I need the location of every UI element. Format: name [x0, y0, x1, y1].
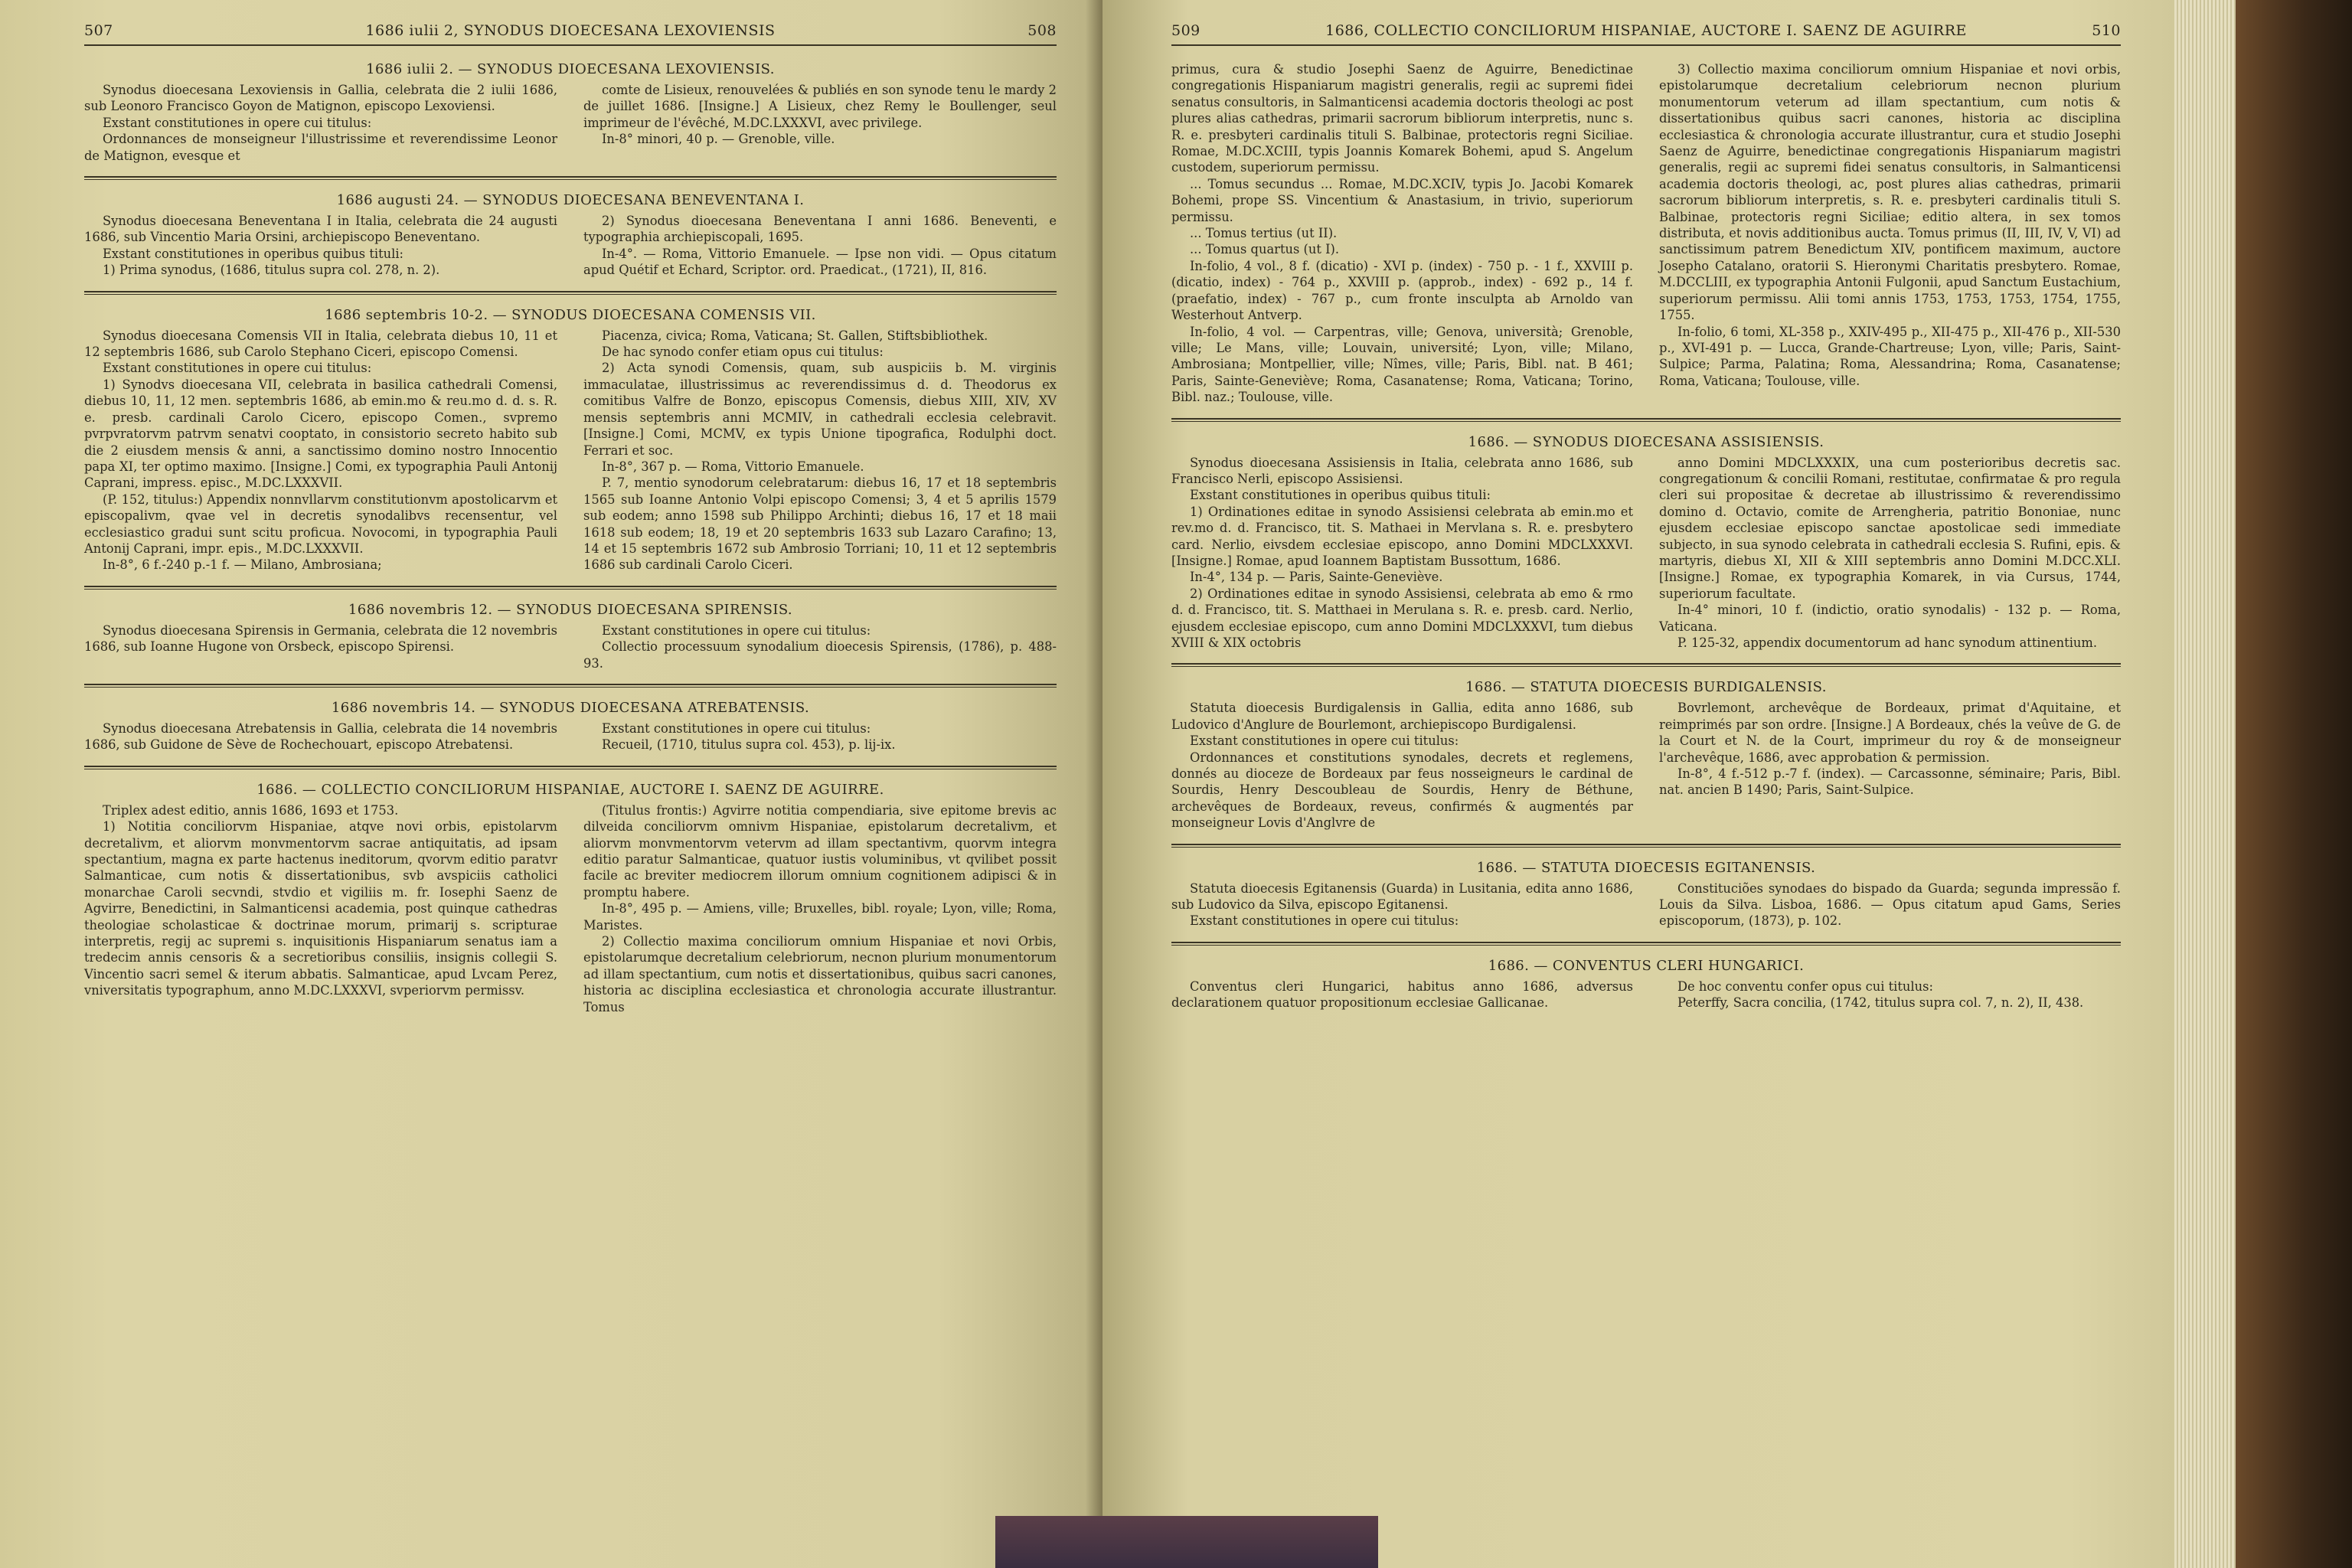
entry: [1171, 434, 2121, 652]
column-left: [84, 328, 557, 573]
paragraph: P. 7, mentio synodorum celebratarum: diebus 16, 17 et 18 septembris 1565 sub Ioanne Antonio Volpi episcopo Comensi; 3, 4 et 5 aprilis 1579 sub eodem; anno 1598 sub Philippo Archinti; diebus 16, 17 et 18 maii 1618 sub eodem; 18, 19 et 20 septembris 1633 sub Lazaro Carafino; 13, 14 et 15 septembris 1672 sub Ambrosio Torriani; 10, 11 et 12 septembris 1686 sub cardinali Carolo Ciceri.: [583, 475, 1057, 573]
paragraph: 1) Ordinationes editae in synodo Assisiensi celebrata ab emin.mo et rev.mo d. d. Francisco, tit. S. Mathaei in Mervlana s. R. e. presbytero card. Nerlio, eivsdem ecclesiae episcopo, anno Domini MDCLXXXVI. [Insigne.] Romae, apud Ioannem Baptistam Bussottum, 1686.: [1171, 504, 1633, 568]
paragraph: Exstant constitutiones in operibus quibus tituli:: [103, 246, 404, 261]
column-right: [1659, 455, 2121, 652]
entry: [84, 307, 1057, 573]
entry-columns: [84, 82, 1057, 164]
paragraph: 3) Collectio maxima conciliorum omnium Hispaniae et novi orbis, epistolarumque decretalium celebriorum necnon plurium monumentorum veterum ad illam spectantium, cum notis & dissertationibus quibus sacri canones, historia ac disciplina ecclesiastica & chronologia accurate illustrantur, cura et studio Josephi Saenz de Aguirre, benedictinae congregationis Hispaniarum magistri generalis, regii ac supremi fidei senatus consultoris, in Salmanticensi academia doctoris theologi, ac, post plures alias cathedras, primarii sacrorum bibliorum interpretis, s. R. e. presbyteri cardinalis tituli S. Balbinae, protectoris regni Siciliae; editio altera, in sex tomos distributa, et novis additionibus aucta. Tomus primus (II, III, IV, V, VI) ad sanctissimum patrem Benedictum XIV, pontificem maximum, auctore Josepho Catalano, oratorii S. Hieronymi Charitatis presbytero. Romae, M.DCCLIII, ex typographia Antonii Fulgonii, apud Sanctum Eustachium, superiorum permissu. Alii tomi annis 1753, 1753, 1753, 1754, 1755, 1755.: [1659, 62, 2121, 323]
column-left: [84, 213, 557, 279]
entry-heading: 1686 septembris 10-2. — SYNODUS DIOECESANA COMENSIS VII.: [325, 306, 816, 323]
right-entries: [1171, 434, 2121, 1011]
entry: [1171, 958, 2121, 1011]
column-left: [84, 720, 557, 753]
paragraph: Ordonnances et constitutions synodales, decrets et reglemens, donnés au dioceze de Bordeaux par feus nosseigneurs le cardinal de Sourdis, Henry Descoubleau de Sourdis, Henry de Béthune, archevêques de Bordeaux, reveus, confirmés & augmentés par monseigneur Lovis d'Anglvre de: [1171, 750, 1633, 831]
column-left: [84, 802, 557, 1015]
page-edges: [2174, 0, 2236, 1568]
entry-columns: [84, 802, 1057, 1015]
paragraph: 2) Synodus dioecesana Beneventana I anni 1686. Beneventi, e typographia archiepiscopali, 1695.: [583, 214, 1057, 245]
paragraph: Exstant constitutiones in opere cui titulus:: [1190, 913, 1459, 929]
entry-columns: [1171, 61, 2121, 406]
paragraph: Synodus dioecesana Spirensis in Germania, celebrata die 12 novembris 1686, sub Ioanne Hugone von Orsbeck, episcopo Spirensi.: [84, 622, 557, 655]
entry-columns: [1171, 455, 2121, 652]
section-rule: [1171, 844, 2121, 848]
entry-heading: 1686. — STATUTA DIOECESIS BURDIGALENSIS.: [1465, 679, 1827, 696]
entry-heading: 1686. — STATUTA DIOECESIS EGITANENSIS.: [1476, 859, 1816, 876]
entry-columns: [84, 720, 1057, 753]
column-left: [1171, 880, 1633, 929]
running-title: 1686 iulii 2, SYNODUS DIOECESANA LEXOVIENSIS: [365, 22, 776, 39]
paragraph: Statuta dioecesis Burdigalensis in Gallia, edita anno 1686, sub Ludovico d'Anglure de Bourlemont, archiepiscopo Burdigalensi.: [1171, 701, 1633, 732]
left-entries: [84, 61, 1057, 1015]
paragraph: 2) Acta synodi Comensis, quam, sub auspiciis b. M. virginis immaculatae, illustrissimus ac reverendissimus d. d. Theodorus ex comitibus Valfre de Bonzo, episcopus Comensis, diebus XIII, XIV, XV mensis septembris anni MCMIV, in cathedrali ecclesia celebravit. [Insigne.] Comi, MCMV, ex typis Unione tipografica, Rodulphi doct. Ferrari et soc.: [583, 361, 1057, 458]
entry-columns: [84, 328, 1057, 573]
entry-heading: 1686 novembris 12. — SYNODUS DIOECESANA SPIRENSIS.: [348, 601, 793, 618]
paragraph: In-folio, 4 vol., 8 f. (dicatio) - XVI p. (index) - 750 p. - 1 f., XXVIII p. (dicatio, index) - 764 p., XXVIII p. (approb., index) - 692 p., 14 f. (praefatio, index) - 767 p., cum fronte insculpta ab Arnoldo van Westerhout Antverp.: [1171, 258, 1633, 323]
running-title: 1686, COLLECTIO CONCILIORUM HISPANIAE, AUCTORE I. SAENZ DE AGUIRRE: [1325, 22, 1967, 39]
paragraph: Exstant constitutiones in opere cui titulus:: [103, 361, 372, 376]
paragraph: Constituciões synodaes do bispado da Guarda; segunda impressão f. Louis da Silva. Lisboa, 1686. — Opus citatum apud Gams, Series episcoporum, (1873), p. 102.: [1659, 880, 2121, 929]
entry-heading: 1686 novembris 14. — SYNODUS DIOECESANA ATREBATENSIS.: [331, 699, 810, 716]
continued-entry: [1171, 61, 2121, 406]
paragraph: ... Tomus tertius (ut II).: [1190, 226, 1338, 241]
paragraph: 1) Prima synodus, (1686, titulus supra col. 278, n. 2).: [103, 263, 440, 278]
column-right: [583, 720, 1057, 753]
paragraph: Exstant constitutiones in opere cui titulus:: [103, 115, 372, 130]
paragraph: Triplex adest editio, annis 1686, 1693 et 1753.: [103, 802, 399, 818]
section-rule: [84, 586, 1057, 590]
paragraph: In-8°, 6 f.-240 p.-1 f. — Milano, Ambrosiana;: [103, 557, 382, 573]
entry-columns: [1171, 880, 2121, 929]
paragraph: 2) Ordinationes editae in synodo Assisiensi, celebrata ab emo & rmo d. d. Francisco, tit. S. Matthaei in Merulana s. R. e. presb. card. Nerlio, ejusdem ecclesiae episcopo, cum anno Domini MDCLXXXVI, tum diebus XVIII & XIX octobris: [1171, 586, 1633, 650]
section-rule: [1171, 663, 2121, 667]
entry-columns: [1171, 978, 2121, 1011]
paragraph: Conventus cleri Hungarici, habitus anno 1686, adversus declarationem quatuor propositionum ecclesiae Gallicanae.: [1171, 978, 1633, 1011]
section-rule: [84, 766, 1057, 769]
page-number: 508: [1027, 22, 1057, 39]
column-left: [1171, 455, 1633, 652]
entry: [84, 782, 1057, 1015]
entry-heading: 1686 iulii 2. — SYNODUS DIOECESANA LEXOVIENSIS.: [366, 61, 775, 77]
entry-columns: [84, 622, 1057, 671]
paragraph: In-4° minori, 10 f. (indictio, oratio synodalis) - 132 p. — Roma, Vaticana.: [1659, 603, 2121, 634]
column-right: [583, 802, 1057, 1015]
paragraph: Collectio processuum synodalium dioecesis Spirensis, (1786), p. 488-93.: [583, 639, 1057, 671]
paragraph: anno Domini MDCLXXXIX, una cum posterioribus decretis sac. congregationum & concilii Romani, restitutae, confirmatae & pro regula cleri sui propositae & decretae ab illustrissimo & reverendissimo domino d. Octavio, comite de Arrengheria, patritio Bononiae, nunc ejusdem ecclesiae episcopo sanctae apostolicae sedi immediate subjecto, in sua synodo celebrata in cathedrali ecclesia S. Rufini, epis. & martyris, diebus XI, XII & XIII septembris anno Domini M.DCC.XLI. [Insigne.] Romae, ex typographia Komarek, in via Cursus, 1744, superiorum facultate.: [1659, 455, 2121, 601]
paragraph: comte de Lisieux, renouvelées & publiés en son synode tenu le mardy 2 de juillet 1686. [Insigne.] A Lisieux, chez Remy le Boullenger, seul imprimeur de l'évêché, M.DC.LXXXVI, avec privilege.: [583, 83, 1057, 130]
paragraph: ... Tomus secundus ... Romae, M.DC.XCIV, typis Jo. Jacobi Komarek Bohemi, prope SS. Vincentium & Anastasium, in trivio, superiorum permissu.: [1171, 176, 1633, 224]
entry-heading: 1686 augusti 24. — SYNODUS DIOECESANA BENEVENTANA I.: [336, 192, 805, 209]
paragraph: ... Tomus quartus (ut I).: [1190, 242, 1340, 257]
paragraph: 1) Notitia conciliorvm Hispaniae, atqve novi orbis, epistolarvm decretalivm, et aliorvm monvmentorvm sacrae antiquitatis, ad ipsam spectantium, magna ex parte hactenus ineditorum, qvorvm editio paratvr Salmanticae, cum notis & dissertationibus, svb avspiciis catholici monarchae Caroli secvndi, stvdio et vigiliis m. fr. Iosephi Saenz de Agvirre, Benedictini, in Salmanticensi academia, post quinque cathedras theologiae scholasticae & doctrinae morum, primarij s. scripturae interpretis, regij ac supremi s. inquisitionis Hispaniarum senatus iam a tredecim annis censoris & a secretioribus consiliis, insignis collegii S. Vincentio sacri semel & iterum abbatis. Salmanticae, apud Lvcam Perez, vniversitatis typographum, anno M.DC.LXXXVI, svperiorvm permissv.: [84, 819, 557, 998]
column-right: [1659, 700, 2121, 831]
entry-heading: 1686. — CONVENTUS CLERI HUNGARICI.: [1488, 957, 1805, 974]
paragraph: In-8° minori, 40 p. — Grenoble, ville.: [602, 132, 835, 147]
column-left: [84, 622, 557, 671]
paragraph: 1) Synodvs dioecesana VII, celebrata in basilica cathedrali Comensi, diebus 10, 11, 12 men. septembris 1686, ab emin.mo & reu.mo d. d. s. R. e. presb. cardinali Carolo Cicero, episcopo Comen., svpremo pvrpvratorvm patrvm senatvi cooptato, in consistorio secreto habito sub die 2 eiusdem mensis & anni, a sanctissimo domino nostro Innocentio papa XI, ter optimo maximo. [Insigne.] Comi, ex typographia Pauli Antonij Caprani, impress. episc., M.DC.LXXXVII.: [84, 377, 557, 491]
paragraph: Synodus dioecesana Atrebatensis in Gallia, celebrata die 14 novembris 1686, sub Guidone de Sève de Rochechouart, episcopo Atrebatensi.: [84, 720, 557, 753]
paragraph: Exstant constitutiones in opere cui titulus:: [1190, 733, 1459, 749]
column-right: [583, 622, 1057, 671]
section-rule: [84, 291, 1057, 295]
column-right: [1659, 61, 2121, 406]
entry: [84, 602, 1057, 671]
entry-heading: 1686. — COLLECTIO CONCILIORUM HISPANIAE, AUCTORE I. SAENZ DE AGUIRRE.: [256, 781, 884, 798]
paragraph: Bovrlemont, archevêque de Bordeaux, primat d'Aquitaine, et reimprimés par son ordre. [Insigne.] A Bordeaux, chés la veûve de G. de la Court et N. de la Court, imprimeur du roy & de monseigneur l'archevêque, 1686, avec approbation & permission.: [1659, 701, 2121, 765]
entry: [1171, 860, 2121, 929]
column-left: [1171, 700, 1633, 831]
paragraph: Synodus dioecesana Lexoviensis in Gallia, celebrata die 2 iulii 1686, sub Leonoro Francisco Goyon de Matignon, episcopo Lexoviensi.: [84, 83, 557, 114]
column-right: [583, 82, 1057, 164]
paragraph: In-4°, 134 p. — Paris, Sainte-Geneviève.: [1190, 570, 1443, 585]
running-head: [84, 17, 1057, 46]
entry: [84, 192, 1057, 279]
page-number: 509: [1171, 22, 1200, 39]
paragraph: Peterffy, Sacra concilia, (1742, titulus supra col. 7, n. 2), II, 438.: [1677, 995, 2084, 1011]
paragraph: In-8°, 367 p. — Roma, Vittorio Emanuele.: [602, 459, 864, 474]
paragraph: Recueil, (1710, titulus supra col. 453), p. lij-ix.: [602, 737, 896, 753]
column-left: [84, 82, 557, 164]
paragraph: (P. 152, titulus:) Appendix nonnvllarvm constitutionvm apostolicarvm et episcopalivm, qvae vel in decretis synodalibvs recensentur, vel ecclesiastico gradui sunt scitu proficua. Novocomi, in typographia Pauli Antonij Caprani, impr. epis., M.DC.LXXXVII.: [84, 492, 557, 556]
paragraph: In-8°, 4 f.-512 p.-7 f. (index). — Carcassonne, séminaire; Paris, Bibl. nat. ancien B 1490; Paris, Saint-Sulpice.: [1659, 766, 2121, 798]
paragraph: Synodus dioecesana Comensis VII in Italia, celebrata diebus 10, 11 et 12 septembris 1686, sub Carolo Stephano Ciceri, episcopo Comensi.: [84, 328, 557, 360]
paragraph: Synodus dioecesana Assisiensis in Italia, celebrata anno 1686, sub Francisco Nerli, episcopo Assisiensi.: [1171, 455, 1633, 486]
running-head: [1171, 17, 2121, 46]
section-rule: [84, 176, 1057, 180]
paragraph: De hoc conventu confer opus cui titulus:: [1677, 978, 1933, 994]
column-left: [1171, 61, 1633, 406]
cloth-background: [995, 1516, 1378, 1568]
section-rule: [84, 684, 1057, 688]
paragraph: In-8°, 495 p. — Amiens, ville; Bruxelles, bibl. royale; Lyon, ville; Roma, Maristes.: [583, 901, 1057, 933]
entry-columns: [84, 213, 1057, 279]
entry-columns: [1171, 700, 2121, 831]
paragraph: (Titulus frontis:) Agvirre notitia compendiaria, sive epitome brevis ac dilveida conciliorvm omnivm Hispaniae, epistolarum decretalivm, et aliorvm monvmentorvm vetervm ad illam spectantivm, quorvm integra editio paratur Salmanticae, quatuor iustis voluminibus, vt qvilibet possit facile ac breviter mediocrem illorum omnium cognitionem adipisci & in promptu habere.: [583, 802, 1057, 900]
paragraph: In-folio, 4 vol. — Carpentras, ville; Genova, università; Grenoble, ville; Le Mans, ville; Louvain, université; Lyon, ville; Milano, Ambrosiana; Montpellier, ville; Nîmes, ville; Paris, Bibl. nat. B 461; Paris, Sainte-Geneviève; Roma, Casanatense; Roma, Vaticana; Torino, Bibl. naz.; Toulouse, ville.: [1171, 324, 1633, 405]
paragraph: primus, cura & studio Josephi Saenz de Aguirre, Benedictinae congregationis Hispaniarum magistri generalis, regii ac supremi fidei senatus consultoris, in Salmanticensi academia doctoris theologi ac post plures alias cathedras, primarii sacrorum bibliorum interpretis, nunc s. R. e. presbyteri cardinalis tituli S. Balbinae, protectoris regni Siciliae. Romae, M.DC.XCIII, typis Joannis Komarek Bohemi, apud S. Angelum custodem, superiorum permissu.: [1171, 62, 1633, 175]
left-page: [0, 0, 1102, 1568]
entry-heading: 1686. — SYNODUS DIOECESANA ASSISIENSIS.: [1468, 433, 1824, 450]
paragraph: Piacenza, civica; Roma, Vaticana; St. Gallen, Stiftsbibliothek.: [602, 328, 988, 343]
paragraph: De hac synodo confer etiam opus cui titulus:: [602, 345, 884, 360]
paragraph: 2) Collectio maxima conciliorum omnium Hispaniae et novi Orbis, epistolarumque decretalium celebriorum, necnon plurium monumentorum ad illam spectantium, cum notis et dissertationibus, quibus sacri canones, historia ac disciplina ecclesiastica et chronologia accurate illustrantur. Tomus: [583, 934, 1057, 1014]
paragraph: Exstant constitutiones in opere cui titulus:: [602, 720, 871, 736]
paragraph: Synodus dioecesana Beneventana I in Italia, celebrata die 24 augusti 1686, sub Vincentio Maria Orsini, archiepiscopo Beneventano.: [84, 214, 557, 245]
column-left: [1171, 978, 1633, 1011]
right-page: [1102, 0, 2174, 1568]
book-cover: [2236, 0, 2352, 1568]
page-number: 507: [84, 22, 113, 39]
paragraph: In-folio, 6 tomi, XL-358 p., XXIV-495 p., XII-475 p., XII-476 p., XII-530 p., XVI-491 p. — Lucca, Grande-Chartreuse; Lyon, ville; Paris, Saint-Sulpice; Parma, Palatina; Roma, Alessandrina; Roma, Casanatense; Roma, Vaticana; Toulouse, ville.: [1659, 324, 2121, 388]
paragraph: Statuta dioecesis Egitanensis (Guarda) in Lusitania, edita anno 1686, sub Ludovico da Silva, episcopo Egitanensi.: [1171, 880, 1633, 913]
paragraph: In-4°. — Roma, Vittorio Emanuele. — Ipse non vidi. — Opus citatum apud Quétif et Echard, Scriptor. ord. Praedicat., (1721), II, 816.: [583, 246, 1057, 278]
entry: [1171, 679, 2121, 831]
column-right: [1659, 880, 2121, 929]
column-right: [583, 213, 1057, 279]
entry: [84, 700, 1057, 753]
section-rule: [1171, 942, 2121, 946]
column-right: [1659, 978, 2121, 1011]
column-right: [583, 328, 1057, 573]
paragraph: Exstant constitutiones in opere cui titulus:: [602, 622, 871, 638]
paragraph: Exstant constitutiones in operibus quibus tituli:: [1190, 488, 1491, 503]
page-number: 510: [2092, 22, 2121, 39]
paragraph: Ordonnances de monseigneur l'illustrissime et reverendissime Leonor de Matignon, evesque et: [84, 132, 557, 163]
entry: [84, 61, 1057, 164]
paragraph: P. 125-32, appendix documentorum ad hanc synodum attinentium.: [1677, 635, 2098, 650]
section-rule: [1171, 418, 2121, 422]
